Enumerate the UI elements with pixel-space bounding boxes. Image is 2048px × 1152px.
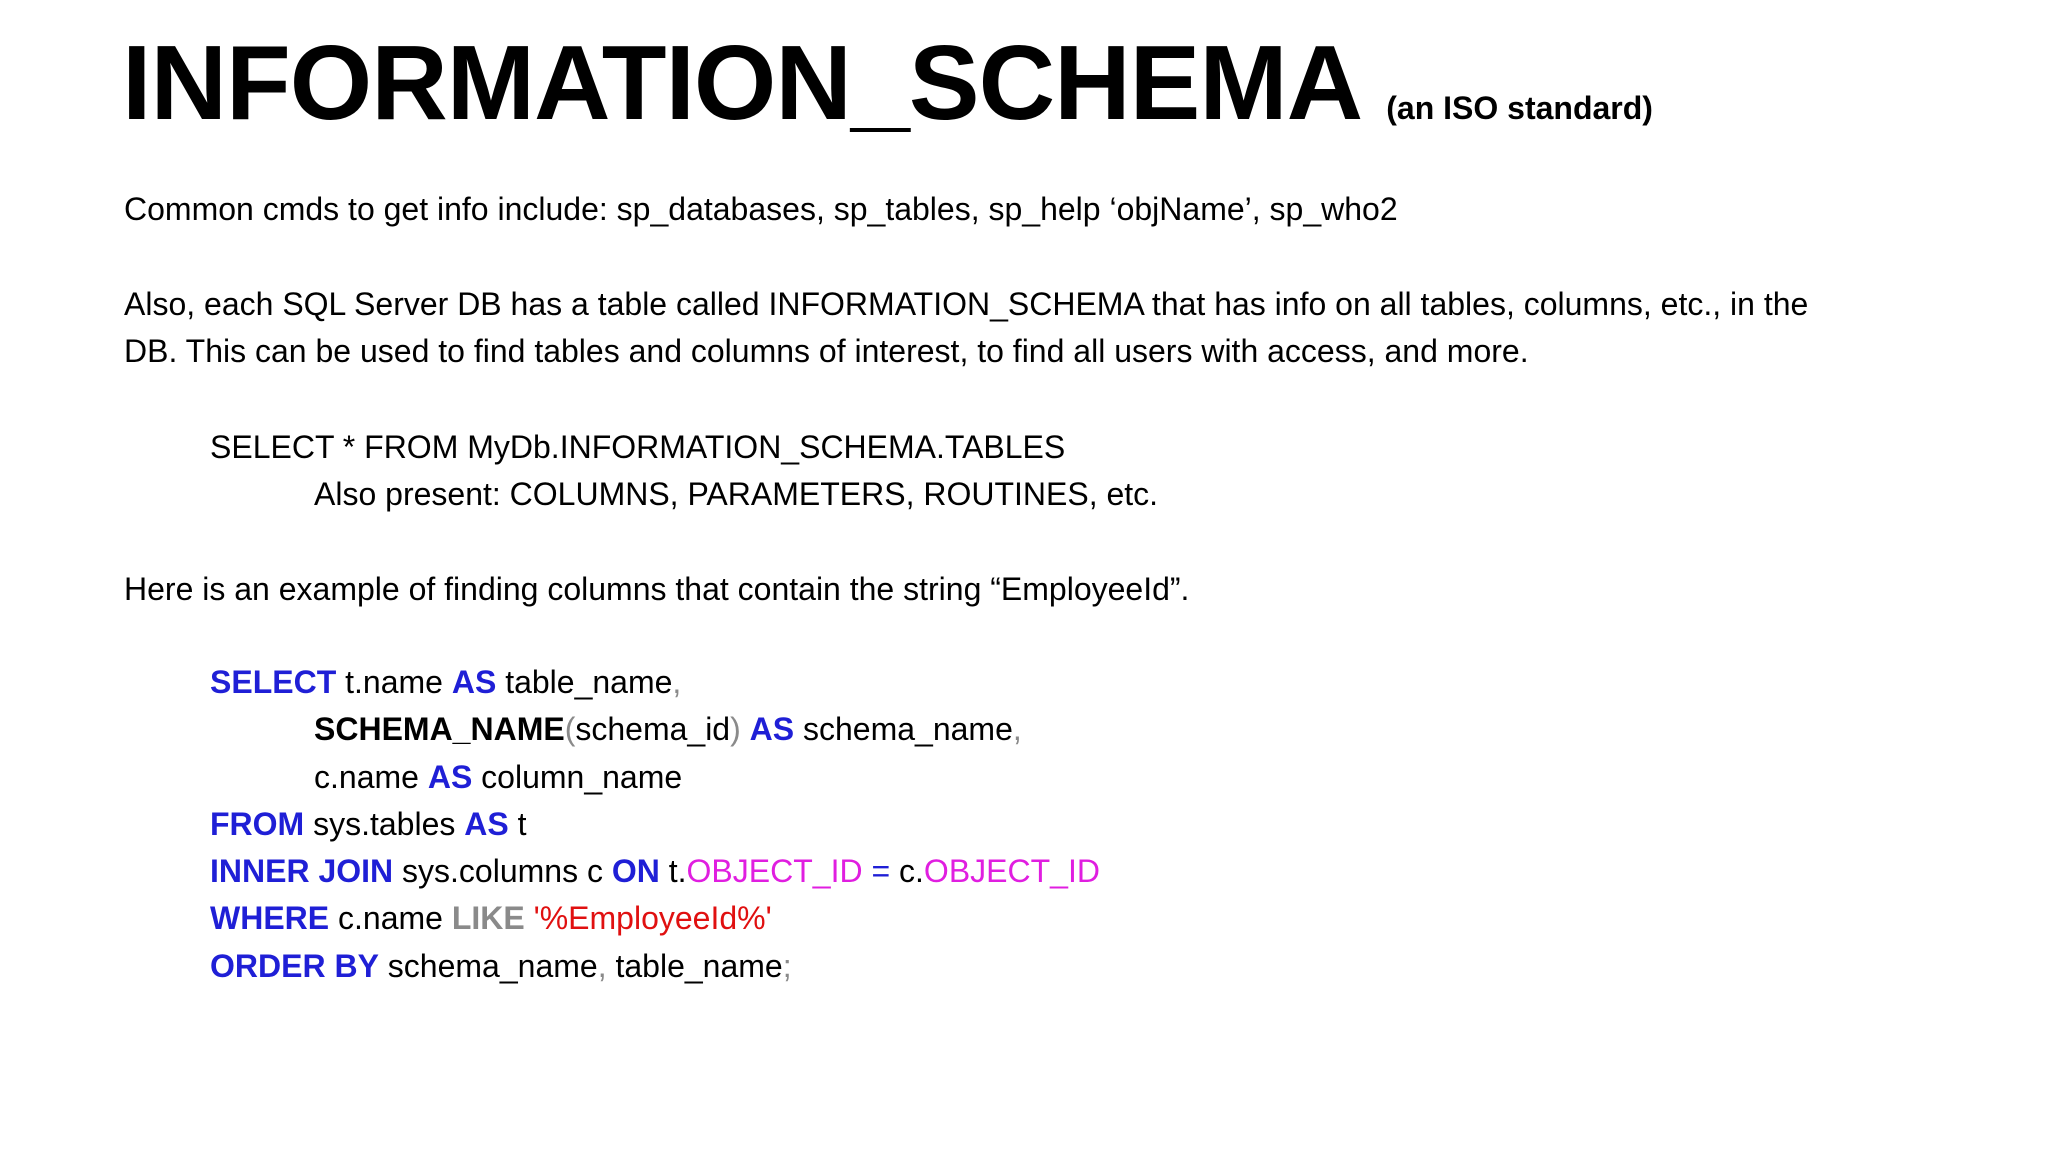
punctuation: , — [672, 664, 682, 700]
code-text: sys.tables — [304, 805, 465, 842]
operator: LIKE — [451, 900, 525, 937]
keyword: INNER JOIN — [210, 853, 394, 890]
keyword: ON — [611, 853, 660, 890]
operator: = — [871, 853, 891, 890]
code-text: table_name — [496, 664, 673, 700]
paragraph-common-cmds: Common cmds to get info include: sp_databases, sp_tables, sp_help ‘objName’, sp_who2 — [124, 191, 1398, 227]
code-text: sys.columns c — [393, 853, 612, 890]
punctuation: , — [1012, 711, 1022, 748]
paragraph-line: Also, each SQL Server DB has a table called INFORMATION_SCHEMA that has info on all tables, columns, etc., in the — [124, 286, 1809, 322]
query-note: Also present: COLUMNS, PARAMETERS, ROUTINES, etc. — [314, 476, 1159, 512]
paragraph-information-schema — [124, 281, 1808, 375]
code-line-1 — [210, 659, 1100, 706]
keyword: AS — [464, 805, 509, 842]
slide-title: INFORMATION_SCHEMA — [122, 24, 1363, 142]
keyword: ORDER BY — [210, 947, 379, 984]
sql-code-block — [210, 659, 1100, 990]
code-text — [525, 900, 534, 936]
punctuation: ) — [730, 711, 741, 748]
keyword: AS — [451, 664, 497, 700]
slide-subtitle: (an ISO standard) — [1386, 90, 1653, 126]
column-identifier: OBJECT_ID — [686, 853, 863, 890]
code-text: c.name — [314, 758, 428, 795]
code-text: t — [508, 805, 527, 842]
code-line-4 — [210, 801, 1100, 848]
code-text: c. — [890, 853, 924, 890]
paragraph-line: DB. This can be used to find tables and columns of interest, to find all users with access, and more. — [124, 333, 1529, 369]
punctuation: , — [597, 947, 607, 984]
title-row — [122, 24, 1653, 142]
code-text — [741, 711, 750, 747]
punctuation: ( — [564, 711, 576, 748]
code-text: column_name — [472, 758, 683, 795]
keyword: SELECT — [210, 664, 337, 700]
query-information-schema-tables: SELECT * FROM MyDb.INFORMATION_SCHEMA.TABLES — [210, 429, 1066, 465]
keyword: AS — [749, 711, 795, 748]
code-text: c.name — [329, 900, 452, 937]
punctuation: ; — [782, 947, 792, 984]
keyword: WHERE — [210, 900, 330, 937]
keyword: AS — [427, 758, 473, 795]
code-line-7 — [210, 943, 1100, 990]
function-name: SCHEMA_NAME — [314, 711, 565, 748]
code-text: schema_id — [575, 711, 731, 748]
keyword: FROM — [210, 805, 305, 842]
paragraph-example: Here is an example of finding columns that contain the string “EmployeeId”. — [124, 571, 1190, 607]
code-text: schema_name — [378, 947, 598, 984]
code-line-5 — [210, 848, 1100, 895]
code-text: t. — [659, 853, 687, 890]
string-literal: '%EmployeeId%' — [533, 900, 772, 937]
code-line-6 — [210, 895, 1100, 942]
code-line-2 — [210, 706, 1100, 753]
code-text: table_name — [606, 947, 783, 984]
code-text: schema_name — [794, 711, 1013, 748]
column-identifier: OBJECT_ID — [923, 853, 1100, 890]
code-line-3 — [210, 754, 1100, 801]
code-text: t.name — [336, 664, 452, 700]
